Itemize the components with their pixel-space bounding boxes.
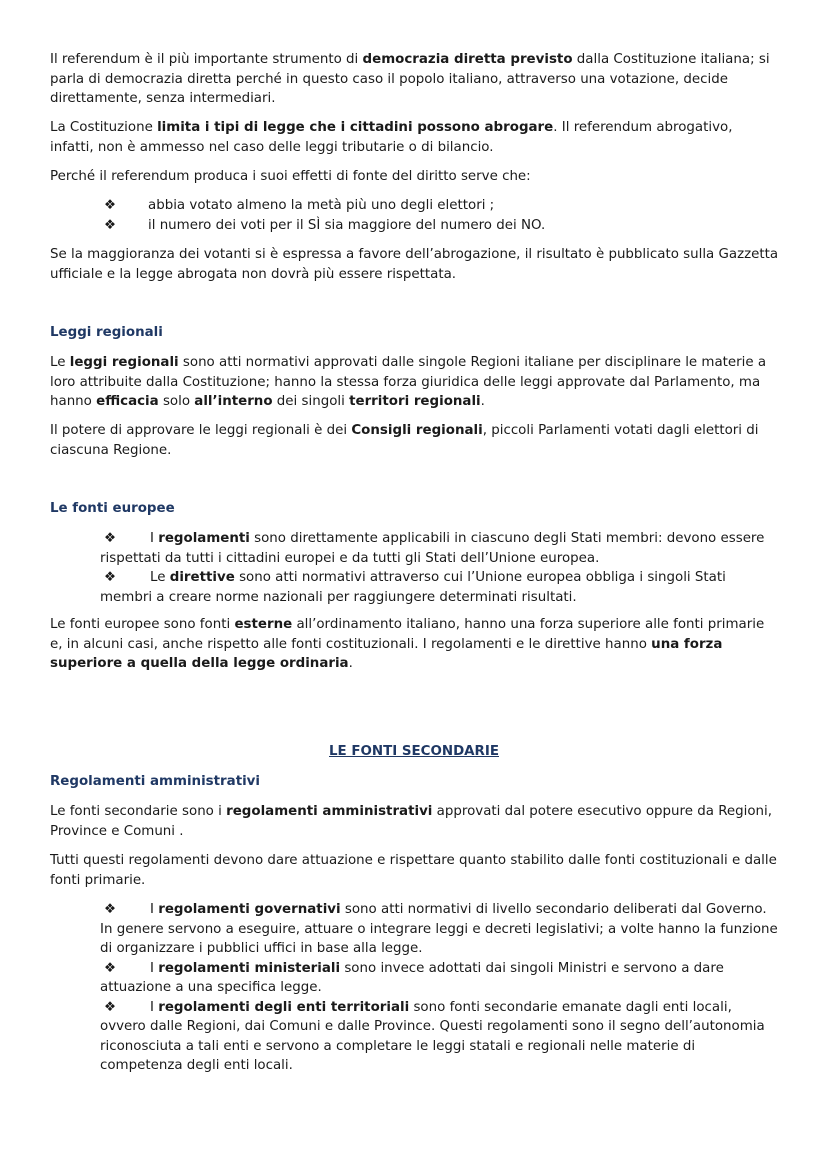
text: sono fonti secondarie emanate dagli enti locali, ovvero dalle Regioni, dai Comuni e dalle Province. Questi regolamenti sono il segno dell’autonomia riconosciuta a tali enti e servono a completare le leggi statali e regionali nelle materie di competenza degli enti locali. <box>100 999 765 1073</box>
text: sono atti normativi di livello secondario deliberati dal Governo. In genere servono a eseguire, attuare o integrare leggi e decreti legislativi; a volte hanno la funzione di organizzare i pubblici uffici in base alla legge. <box>100 902 778 956</box>
bold-text: regolamenti <box>158 531 250 546</box>
diamond-bullet-icon: ❖ <box>103 531 116 546</box>
text: . Il referendum abrogativo, infatti, non è ammesso nel caso delle leggi tributarie o di bilancio. <box>50 120 733 155</box>
bold-text: esterne <box>234 617 293 632</box>
text: Il potere di approvare le leggi regionali è dei <box>50 423 352 438</box>
text: solo <box>158 394 195 409</box>
text: Le <box>50 355 70 370</box>
constitution-limits-paragraph <box>50 118 780 157</box>
list-item <box>100 529 780 568</box>
bold-text: regolamenti degli enti territoriali <box>158 999 410 1015</box>
abrogation-result-paragraph <box>50 245 780 284</box>
list-item <box>100 959 780 998</box>
text: Le fonti europee sono fonti <box>50 617 235 632</box>
diamond-bullet-icon: ❖ <box>103 999 116 1015</box>
bold-text: all’interno <box>194 394 273 409</box>
text: sono invece adottati dai singoli Ministri e servono a dare attuazione a una specifica legge. <box>100 960 724 995</box>
list-item <box>100 196 780 216</box>
text: Tutti questi regolamenti devono dare attuazione e rispettare quanto stabilito dalle fonti costituzionali e dalle fonti primarie. <box>50 853 777 888</box>
european-sources-paragraph <box>50 615 780 674</box>
bold-text: regolamenti ministeriali <box>158 960 341 976</box>
heading-leggi-regionali: Leggi regionali <box>50 325 163 340</box>
regulations-compliance-paragraph <box>50 851 780 890</box>
regional-councils-paragraph <box>50 421 780 460</box>
bold-text: territori regionali <box>349 394 481 409</box>
diamond-bullet-icon: ❖ <box>103 217 116 233</box>
bold-text: una forza superiore a quella della legge ordinaria <box>50 636 723 671</box>
text: all’ordinamento italiano, hanno una forza superiore alle fonti primarie e, in alcuni casi, anche rispetto alle fonti costituzionali. I regolamenti e le direttive hanno <box>50 617 765 652</box>
text: , piccoli Parlamenti votati dagli elettori di ciascuna Regione. <box>50 423 759 458</box>
text: Perché il referendum produca i suoi effetti di fonte del diritto serve che: <box>50 169 531 184</box>
list-item <box>100 568 780 607</box>
referendum-conditions-list <box>100 196 780 235</box>
european-sources-list <box>100 529 780 607</box>
text: . <box>480 394 485 409</box>
text: Il referendum è il più importante strumento di <box>50 52 363 67</box>
regional-laws-paragraph <box>50 353 780 412</box>
diamond-bullet-icon: ❖ <box>103 960 116 976</box>
list-item <box>100 998 780 1076</box>
text: sono direttamente applicabili in ciascuno degli Stati membri: devono essere rispettati da tutti i cittadini europei e da tutti gli Stati dell’Unione europea. <box>100 531 765 566</box>
text: Se la maggioranza dei votanti si è espressa a favore dell’abrogazione, il risultato è pubblicato sulla Gazzetta ufficiale e la legge abrogata non dovrà più essere rispettata. <box>50 247 779 282</box>
text: Le <box>150 570 170 585</box>
text: sono atti normativi approvati dalle singole Regioni italiane per disciplinare le materie a loro attribuite dalla Costituzione; hanno la stessa forza giuridica delle leggi approvate dal Parlamento, ma hanno <box>50 355 767 409</box>
text: I <box>150 531 159 546</box>
bold-text: regolamenti governativi <box>158 902 341 917</box>
bold-text: leggi regionali <box>69 355 179 370</box>
text: I <box>150 999 159 1015</box>
text: La Costituzione <box>50 120 158 135</box>
secondary-regulations-list <box>100 900 780 1076</box>
text: I <box>150 902 159 917</box>
list-item <box>100 900 780 959</box>
text: . <box>348 656 353 671</box>
bold-text: efficacia <box>96 394 159 409</box>
text: dalla Costituzione italiana; si parla di democrazia diretta perché in questo caso il popolo italiano, attraverso una votazione, decide direttamente, senza intermediari. <box>50 52 770 106</box>
text: Le fonti secondarie sono i <box>50 804 227 819</box>
text: approvati dal potere esecutivo oppure da Regioni, Province e Comuni . <box>50 804 773 839</box>
diamond-bullet-icon: ❖ <box>103 570 116 585</box>
bold-text: regolamenti amministrativi <box>226 804 433 819</box>
diamond-bullet-icon: ❖ <box>103 198 116 213</box>
bold-text: Consigli regionali <box>351 423 483 438</box>
heading-regolamenti-amministrativi: Regolamenti amministrativi <box>50 774 261 789</box>
referendum-paragraph <box>50 50 780 109</box>
text: dei singoli <box>272 394 350 409</box>
bold-text: direttive <box>169 570 235 585</box>
text: sono atti normativi attraverso cui l’Unione europea obbliga i singoli Stati membri a creare norme nazionali per raggiungere determinati risultati. <box>100 570 726 605</box>
list-item-text: il numero dei voti per il SÌ sia maggiore del numero dei NO. <box>148 217 546 233</box>
secondary-sources-paragraph <box>50 802 780 841</box>
section-title-fonti-secondarie: LE FONTI SECONDARIE <box>329 744 499 759</box>
diamond-bullet-icon: ❖ <box>103 902 116 917</box>
bold-text: democrazia diretta previsto <box>362 52 573 67</box>
heading-fonti-europee: Le fonti europee <box>50 501 175 516</box>
text: I <box>150 960 159 976</box>
bold-text: limita i tipi di legge che i cittadini possono abrogare <box>157 120 554 135</box>
referendum-conditions-intro <box>50 167 780 187</box>
list-item <box>100 216 780 236</box>
list-item-text: abbia votato almeno la metà più uno degli elettori ; <box>148 198 495 213</box>
